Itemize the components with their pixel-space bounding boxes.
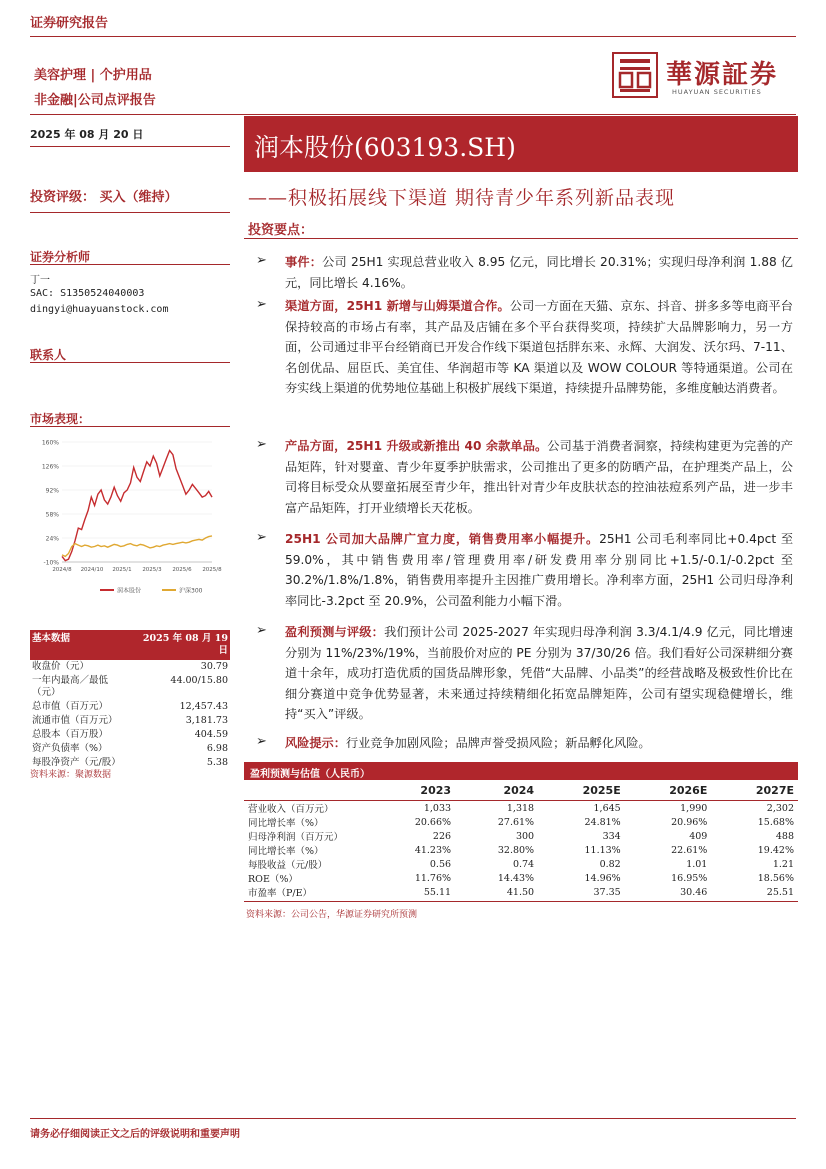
forecast-cell: 0.82 — [599, 858, 621, 870]
rating-divider — [30, 212, 230, 213]
row-value: 6.98 — [206, 743, 228, 754]
forecast-cell: 11.13% — [584, 844, 621, 856]
analyst-heading: 证券分析师 — [30, 250, 91, 264]
row-value: 30.79 — [200, 661, 228, 672]
key-point-3 — [285, 436, 793, 518]
forecast-cell: 300 — [515, 830, 535, 842]
x-tick-label: 2025/8 — [202, 567, 222, 573]
forecast-cell: 37.35 — [593, 886, 621, 898]
key-point-6 — [285, 733, 793, 754]
forecast-cell: 1,033 — [423, 802, 452, 814]
forecast-title: 盈利预测与估值（人民币） — [250, 769, 370, 780]
basic-data-table — [30, 630, 230, 770]
key-points-heading: 投资要点： — [248, 223, 314, 238]
bullet-marker-icon: ➢ — [256, 437, 267, 452]
forecast-cell: 41.23% — [414, 844, 452, 856]
series-line-1 — [62, 451, 212, 561]
row-label: 总市值（百万元） — [32, 701, 109, 712]
row-label: 收盘价（元） — [32, 661, 90, 672]
page-subtitle: ——积极拓展线下渠道 期待青少年系列新品表现 — [248, 187, 676, 209]
forecast-cell: 15.68% — [757, 816, 794, 828]
analyst-divider — [30, 264, 230, 265]
forecast-cell: 0.74 — [512, 858, 535, 870]
key-points-divider — [244, 238, 798, 239]
table-row — [30, 714, 230, 728]
forecast-column-header: 2023 — [372, 782, 455, 801]
key-point-2 — [285, 296, 793, 399]
forecast-row-label: 同比增长率（%） — [248, 846, 324, 857]
key-point-heading: 25H1 公司加大品牌广宣力度，销售费用率小幅提升。 — [285, 532, 600, 546]
forecast-cell: 22.61% — [671, 844, 708, 856]
forecast-cell: 32.80% — [497, 844, 535, 856]
report-type: 证券研究报告 — [30, 16, 109, 31]
forecast-cell: 20.96% — [671, 816, 708, 828]
forecast-row-label: 同比增长率（%） — [248, 818, 324, 829]
forecast-cell: 16.95% — [671, 872, 708, 884]
forecast-cell: 1,990 — [680, 802, 708, 814]
forecast-cell: 24.81% — [584, 816, 621, 828]
key-point-heading: 渠道方面，25H1 新增与山姆渠道合作。 — [285, 299, 510, 313]
forecast-table — [244, 782, 798, 899]
logo-wordmark: 華源証券 — [666, 60, 779, 90]
forecast-cell: 41.50 — [506, 886, 535, 898]
forecast-cell: 18.56% — [757, 872, 794, 884]
table-row — [244, 885, 798, 899]
legend-label: 润本股份 — [117, 587, 142, 595]
investment-rating: 投资评级： 买入（维持） — [30, 190, 178, 205]
row-value: 5.38 — [206, 757, 228, 768]
table-row — [244, 871, 798, 885]
market-divider — [30, 426, 230, 427]
key-point-heading: 风险提示： — [285, 736, 346, 750]
forecast-cell: 334 — [602, 830, 621, 842]
key-point-text: 公司基于消费者洞察，持续构建更为完善的产品矩阵，针对婴童、青少年夏季护肤需求，公司推出了更多的防晒产品，在护理类产品上，公司将目标受众从婴童拓展至青少年，推出针对青少年皮肤状态的控油祛痘系列产品，进一步丰富产品矩阵，打开业绩增长天花板。 — [285, 439, 793, 515]
header-divider — [30, 114, 796, 115]
report-date: 2025 年 08 月 20 日 — [30, 128, 144, 141]
forecast-cell: 19.42% — [757, 844, 794, 856]
forecast-bottom-divider — [244, 901, 798, 902]
footer-divider — [30, 1118, 796, 1119]
key-point-text: 公司 25H1 实现总营业收入 8.95 亿元，同比增长 20.31%；实现归母净利润 1.88 亿元，同比增长 4.16%。 — [285, 255, 793, 290]
legend-label: 沪深300 — [179, 587, 203, 595]
basic-data-header — [30, 630, 230, 660]
x-tick-label: 2025/6 — [172, 567, 192, 573]
table-row — [30, 728, 230, 742]
forecast-row-label: ROE（%） — [248, 874, 298, 885]
forecast-row-label: 营业收入（百万元） — [248, 804, 334, 815]
bullet-marker-icon: ➢ — [256, 623, 267, 638]
analyst-sac: SAC: S1350524040003 — [30, 288, 145, 299]
forecast-cell: 11.76% — [414, 872, 452, 884]
row-label: 流通市值（百万元） — [32, 715, 118, 726]
forecast-cell: 25.51 — [766, 886, 794, 898]
market-heading: 市场表现： — [30, 412, 91, 426]
y-tick-label: 24% — [45, 535, 59, 543]
row-label: 每股净资产（元/股） — [32, 757, 121, 768]
forecast-cell: 14.43% — [497, 872, 535, 884]
series-line-2 — [62, 536, 212, 557]
key-point-4 — [285, 529, 793, 611]
key-point-text: 25H1 公司毛利率同比+0.4pct 至 59.0%，其中销售费用率/管理费用率/研发费用率分别同比+1.5/-0.1/-0.2pct 至 30.2%/1.8%/1.8%，销售费用率提升主因推广费用增长。净利率方面，25H1 公司归母净利率同比-3.2pct 至 20.9%，公司盈利能力小幅下滑。 — [285, 532, 794, 608]
bullet-marker-icon: ➢ — [256, 253, 267, 268]
forecast-corner — [244, 782, 372, 801]
top-divider — [30, 36, 796, 37]
forecast-column-header: 2027E — [711, 782, 798, 801]
forecast-cell: 488 — [775, 830, 794, 842]
row-label: 总股本（百万股） — [32, 729, 109, 740]
report-category: 非金融|公司点评报告 — [34, 93, 156, 108]
row-value: 12,457.43 — [179, 701, 228, 712]
forecast-cell: 1.21 — [772, 858, 794, 870]
key-point-text: 公司一方面在天猫、京东、抖音、拼多多等电商平台保持较高的市场占有率，其产品及店铺在多个平台获得奖项，持续扩大品牌影响力，另一方面，公司通过非平台经销商已开发合作线下渠道包括胖东来、永辉、大润发、沃尔玛、7-11、名创优品、屈臣氏、美宜佳、华润超市等 KA 渠道以及 WOW COLOUR 等特通渠道。公司在夯实线上渠道的优势地位基础上积极扩展线下渠道，持续提升品牌势能，多维度触达消费者。 — [285, 299, 793, 395]
x-tick-label: 2025/3 — [142, 567, 162, 573]
x-tick-label: 2024/8 — [52, 567, 72, 573]
huayuan-logo-icon — [612, 52, 658, 98]
forecast-cell: 55.11 — [423, 886, 452, 898]
forecast-cell: 409 — [689, 830, 708, 842]
forecast-cell: 20.66% — [414, 816, 452, 828]
footer-disclaimer: 请务必仔细阅读正文之后的评级说明和重要声明 — [30, 1129, 240, 1140]
forecast-row-label: 每股收益（元/股） — [248, 860, 328, 871]
forecast-cell: 1.01 — [686, 858, 708, 870]
key-point-1 — [285, 252, 793, 293]
analyst-name: 丁一 — [30, 275, 50, 286]
forecast-cell: 14.96% — [584, 872, 621, 884]
key-point-5 — [285, 622, 793, 725]
key-point-text: 我们预计公司 2025-2027 年实现归母净利润 3.3/4.1/4.9 亿元，同比增速分别为 11%/23%/19%，当前股价对应的 PE 分别为 37/30/26 倍。我们看好公司深耕细分赛道十余年，成功打造优质的国货品牌形象，凭借“大品牌、小品类”的经营战略及极致性价比在细分赛道中竞争优势显著，未来通过持续精细化拓宽品牌矩阵，公司有望实现稳健增长，维持“买入”评级。 — [285, 625, 793, 721]
table-row — [244, 857, 798, 871]
row-label: 一年内最高／最低（元） — [32, 675, 109, 698]
contact-divider — [30, 362, 230, 363]
key-point-text: 行业竞争加剧风险；品牌声誉受损风险；新品孵化风险。 — [345, 736, 651, 750]
y-tick-label: 92% — [45, 487, 59, 495]
row-value: 44.00/15.80 — [170, 675, 228, 686]
forecast-column-header: 2026E — [625, 782, 712, 801]
basic-data-title: 基本数据 — [30, 630, 132, 660]
forecast-cell: 30.46 — [680, 886, 708, 898]
table-row — [244, 843, 798, 857]
bullet-marker-icon: ➢ — [256, 530, 267, 545]
y-tick-label: -10% — [43, 559, 59, 567]
forecast-column-header: 2024 — [455, 782, 538, 801]
forecast-row-label: 市盈率（P/E） — [248, 888, 313, 899]
row-label: 资产负债率（%） — [32, 743, 108, 754]
forecast-cell: 226 — [432, 830, 452, 842]
bullet-marker-icon: ➢ — [256, 297, 267, 312]
y-tick-label: 58% — [45, 511, 59, 519]
forecast-cell: 2,302 — [766, 802, 794, 814]
analyst-email[interactable]: dingyi@huayuanstock.com — [30, 304, 169, 315]
row-value: 404.59 — [194, 729, 228, 740]
forecast-cell: 1,318 — [506, 802, 535, 814]
contact-heading: 联系人 — [30, 348, 67, 362]
bullet-marker-icon: ➢ — [256, 734, 267, 749]
x-tick-label: 2025/1 — [112, 567, 132, 573]
y-tick-label: 126% — [41, 463, 59, 471]
market-performance-chart — [30, 432, 230, 602]
industry-label: 美容护理 | 个护用品 — [34, 68, 152, 83]
key-point-heading: 事件： — [285, 255, 323, 269]
table-row — [244, 829, 798, 843]
table-row — [244, 801, 798, 816]
forecast-column-header: 2025E — [538, 782, 625, 801]
date-divider — [30, 146, 230, 147]
x-tick-label: 2024/10 — [80, 567, 104, 573]
forecast-cell: 0.56 — [429, 858, 452, 870]
forecast-source: 资料来源：公司公告，华源证券研究所预测 — [246, 910, 418, 920]
table-row — [30, 660, 230, 674]
forecast-row-label: 归母净利润（百万元） — [248, 832, 344, 843]
basic-data-date: 2025 年 08 月 19 日 — [132, 630, 230, 660]
page-title: 润本股份(603193.SH) — [254, 133, 516, 162]
table-row — [244, 815, 798, 829]
logo-english: HUAYUAN SECURITIES — [672, 88, 762, 96]
forecast-cell: 1,645 — [593, 802, 621, 814]
forecast-cell: 27.61% — [497, 816, 535, 828]
basic-data-source: 资料来源：聚源数据 — [30, 770, 112, 780]
table-row — [30, 742, 230, 756]
row-value: 3,181.73 — [185, 715, 228, 726]
y-tick-label: 160% — [41, 439, 59, 447]
key-point-heading: 产品方面，25H1 升级或新推出 40 余款单品。 — [285, 439, 548, 453]
table-row — [30, 674, 230, 700]
table-row — [30, 700, 230, 714]
key-point-heading: 盈利预测与评级： — [285, 625, 385, 639]
